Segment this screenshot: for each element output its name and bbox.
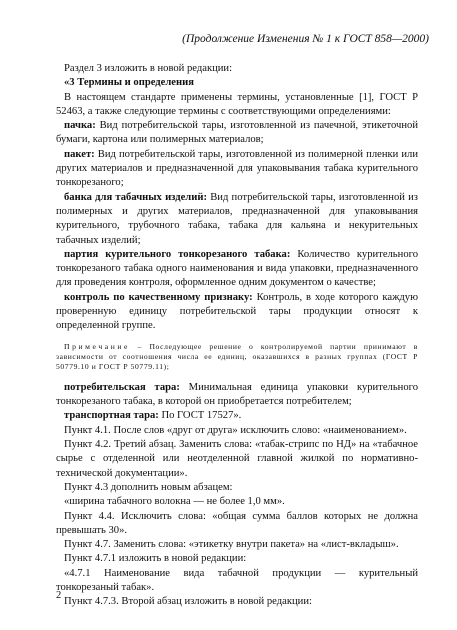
paragraph: Раздел 3 изложить в новой редакции:	[64, 63, 233, 74]
paragraph: Пункт 4.7.1 изложить в новой редакции:	[64, 553, 247, 565]
section-heading: «3 Термины и определения	[64, 77, 194, 89]
term: потребительская тара:	[64, 381, 180, 393]
term: партия курительного тонкорезаного табака:	[64, 248, 291, 260]
definition-paragraph: пакет: Вид потребительской тары, изготовленной из полимерной пленки или других материалов и предназначенной для упаковывания табака курительного тонкорезаного;	[56, 148, 418, 189]
paragraph: «4.7.1 Наименование вида табачной продукции — курительный тонкорезаный табак».	[56, 567, 418, 594]
term: контроль по качественному признаку:	[64, 291, 253, 303]
paragraph: Пункт 4.4. Исключить слова: «общая сумма баллов которых не должна превышать 30».	[56, 510, 418, 536]
definition-paragraph: пачка: Вид потребительской тары, изготовленной из пачечной, этикеточной бумаги, картона или полимерных материалов;	[56, 120, 418, 146]
definition-paragraph: партия курительного тонкорезаного табака: Количество курительного тонкорезаного табака одного наименования и вида упаковки, предназначенного для проведения контроля, оформленное одним документом о качестве;	[56, 248, 418, 289]
paragraph: Пункт 4.2. Третий абзац. Заменить слова: «табак-стрипс по НД» на «табачное сырье с отделенной или неотделенной главной жилкой по нормативно-технической документации».	[56, 439, 418, 479]
term: банка для табачных изделий:	[64, 191, 207, 203]
definition-paragraph: банка для табачных изделий: Вид потребительской тары, изготовленной из полимерных и других материалов, предназначенной для упаковывания курительного, трубочного табака, табака для кальяна и некурительных табачных изделий;	[56, 191, 418, 246]
paragraph: Пункт 4.1. После слов «друг от друга» исключить слово: «наименованием».	[64, 424, 407, 436]
paragraph: Пункт 4.7. Заменить слова: «этикетку внутри пакета» на «лист-вкладыш».	[64, 539, 399, 551]
definition-paragraph: контроль по качественному признаку: Контроль, в ходе которого каждую проверенную единицу потребительской тары продукции относят к определенной группе.	[56, 291, 418, 332]
paragraph: «ширина табачного волокна — не более 1,0 мм».	[64, 496, 285, 508]
paragraph: Пункт 4.3 дополнить новым абзацем:	[64, 481, 233, 493]
term: транспортная тара:	[64, 410, 159, 422]
note-paragraph: Примечание – Последующее решение о контролируемой партии принимают в зависимости от соотношения числа ее единиц, оказавшихся в разных группах (ГОСТ Р 50779.10 и ГОСТ Р 50779.11);	[56, 341, 418, 372]
note-label: Примечание	[64, 341, 131, 351]
term: пакет:	[64, 148, 95, 160]
document-body	[56, 62, 418, 610]
page-number: 2	[56, 590, 62, 601]
running-header: (Продолжение Изменения № 1 к ГОСТ 858—2000)	[182, 33, 429, 45]
term: пачка:	[64, 120, 96, 132]
paragraph: В настоящем стандарте применены термины, установленные [1], ГОСТ Р 52463, а также следующие термины с соответствующими определениями:	[56, 91, 418, 117]
paragraph: Пункт 4.7.3. Второй абзац изложить в новой редакции:	[64, 596, 312, 608]
definition-paragraph: потребительская тара: Минимальная единица упаковки курительного тонкорезаного табака, в которой он приобретается потребителем;	[56, 381, 418, 408]
definition-paragraph: транспортная тара: По ГОСТ 17527».	[64, 410, 242, 422]
